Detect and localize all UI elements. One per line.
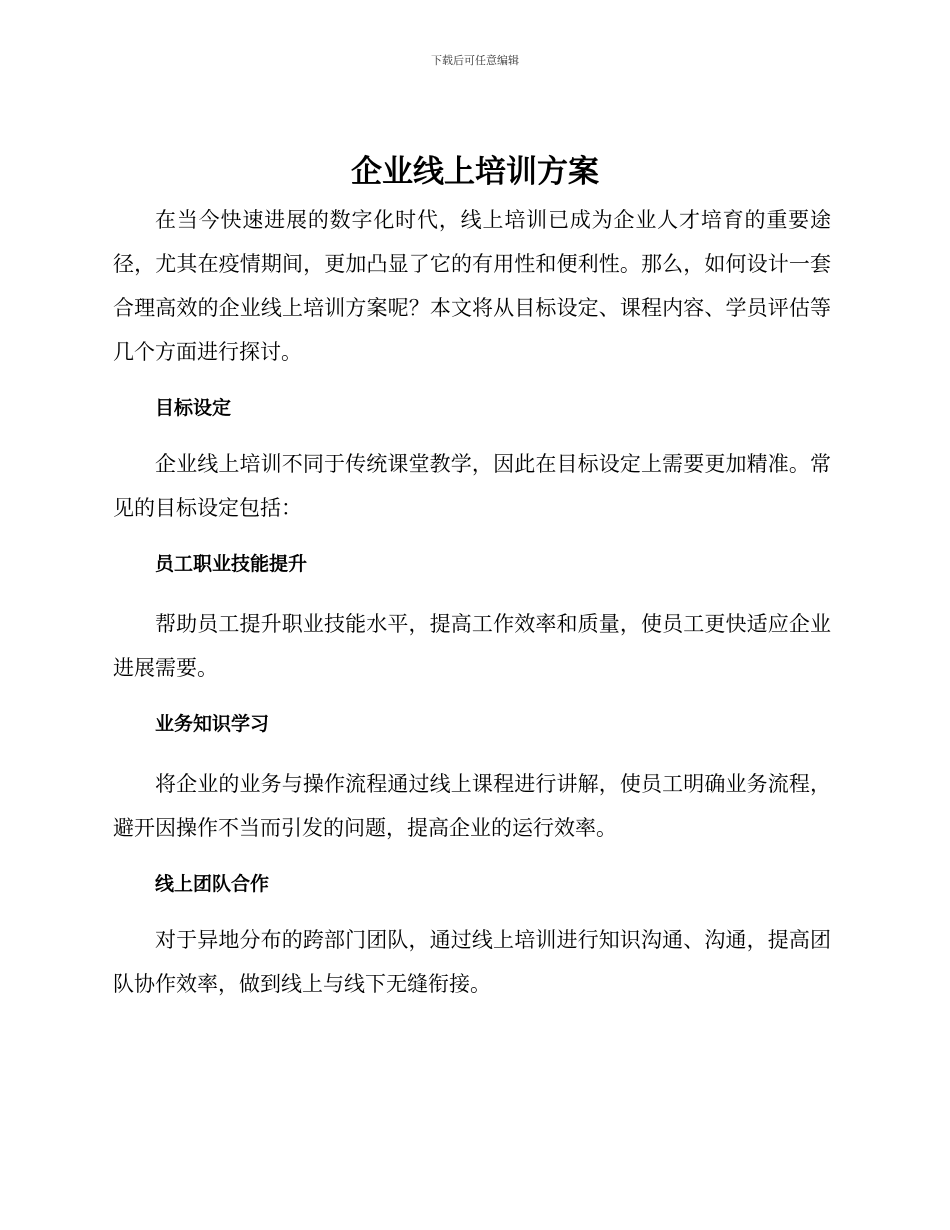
section-paragraph-goal-setting: 企业线上培训不同于传统课堂教学，因此在目标设定上需要更加精准。常见的目标设定包括： xyxy=(113,452,831,520)
intro-paragraph: 在当今快速进展的数字化时代，线上培训已成为企业人才培育的重要途径，尤其在疫情期间，更加凸显了它的有用性和便利性。那么，如何设计一套合理高效的企业线上培训方案呢？本文将从目标设定、课程内容、学员评估等几个方面进行探讨。 xyxy=(113,208,831,364)
section-paragraph-business-knowledge: 将企业的业务与操作流程通过线上课程进行讲解，使员工明确业务流程，避开因操作不当而引发的问题，提高企业的运行效率。 xyxy=(113,772,831,840)
section-heading-skill-improvement: 员工职业技能提升 xyxy=(155,553,308,575)
section-paragraph-team-collaboration: 对于异地分布的跨部门团队，通过线上培训进行知识沟通、沟通，提高团队协作效率，做到线上与线下无缝衔接。 xyxy=(113,928,831,996)
document-body xyxy=(113,198,831,1006)
section-heading-team-collaboration: 线上团队合作 xyxy=(155,873,270,895)
section-heading-business-knowledge: 业务知识学习 xyxy=(155,713,270,735)
document-title: 企业线上培训方案 xyxy=(351,154,599,190)
header-note: 下载后可任意编辑 xyxy=(431,54,519,67)
section-heading-goal-setting: 目标设定 xyxy=(155,397,232,419)
section-paragraph-skill-improvement: 帮助员工提升职业技能水平，提高工作效率和质量，使员工更快适应企业进展需要。 xyxy=(113,612,831,680)
